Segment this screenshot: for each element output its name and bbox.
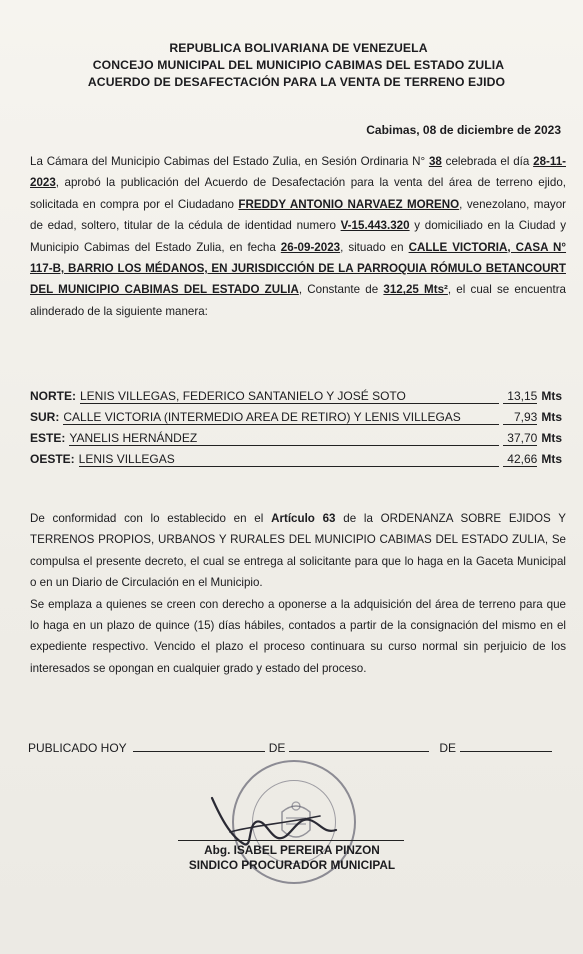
- boundaries-list: [30, 389, 562, 473]
- boundary-direction: OESTE:: [30, 452, 75, 466]
- body-paragraph: [30, 151, 566, 322]
- signer-block: [176, 843, 408, 873]
- boundary-row-east: [30, 431, 562, 452]
- session-number: 38: [428, 155, 442, 168]
- document-date: Cabimas, 08 de diciembre de 2023: [366, 123, 561, 137]
- publication-line: [28, 740, 558, 755]
- signer-title: SINDICO PROCURADOR MUNICIPAL: [188, 858, 396, 872]
- header-country: REPUBLICA BOLIVARIANA DE VENEZUELA: [169, 41, 428, 55]
- boundary-measure: 13,15: [503, 389, 537, 404]
- boundary-measure: 42,66: [503, 452, 537, 467]
- closing-paragraph-2: Se emplaza a quienes se creen con derecho a oponerse a la adquisición del área de terreno para que lo haga en un plazo de quince (15) días hábiles, contados a partir de la consignación del mismo en el expediente respectivo. Vencido el plazo el proceso continuara su curso normal sin perjuicio de los interesados se opongan en cualquier grado y estado del proceso.: [30, 597, 566, 675]
- boundary-row-west: [30, 452, 562, 473]
- header-title: ACUERDO DE DESAFECTACIÓN PARA LA VENTA DE TERRENO EJIDO: [87, 75, 506, 89]
- id-number: V-15.443.320: [340, 219, 410, 233]
- closing-text: de la ORDENANZA SOBRE EJIDOS Y TERRENOS PROPIOS, URBANOS Y RURALES DEL MUNICIPIO CABIMAS DEL ESTADO ZULIA, Se compulsa el presente decreto, el cual se entrega al solicitante para que lo haga en la Gaceta Municipal o en un Diario de Circulación en el Municipio.: [30, 512, 566, 590]
- request-date: 26-09-2023: [280, 240, 341, 254]
- session-date: 28-11-2023: [30, 155, 566, 190]
- boundary-direction: NORTE:: [30, 389, 76, 403]
- body-text: celebrada el día: [441, 155, 534, 168]
- property-area: 312,25 Mts²: [383, 283, 448, 297]
- property-location: CALLE VICTORIA, CASA N° 117-B, BARRIO LOS MÉDANOS, EN JURISDICCIÓN DE LA PARROQUIA RÓMULO BETANCOURT DEL MUNICIPIO CABIMAS DEL ESTADO ZULIA: [30, 240, 567, 297]
- publication-month-blank: [289, 740, 429, 752]
- header-council: CONCEJO MUNICIPAL DEL MUNICIPIO CABIMAS DEL ESTADO ZULIA: [92, 58, 505, 72]
- body-text: y domiciliado en la Ciudad y Municipio Cabimas del Estado Zulia, en fecha: [30, 219, 567, 254]
- applicant-name: FREDDY ANTONIO NARVAEZ MORENO: [238, 197, 460, 211]
- publication-de-1: DE: [268, 741, 286, 755]
- boundary-row-south: [30, 410, 562, 431]
- boundary-neighbor: CALLE VICTORIA (INTERMEDIO AREA DE RETIRO) Y LENIS VILLEGAS: [63, 410, 499, 425]
- document-header: [0, 40, 583, 91]
- boundary-measure: 37,70: [503, 431, 537, 446]
- body-text: , Constante de: [298, 283, 384, 297]
- signer-name: Abg. ISABEL PEREIRA PINZON: [204, 843, 380, 857]
- body-text: La Cámara del Municipio Cabimas del Estado Zulia, en Sesión Ordinaria N°: [30, 155, 429, 168]
- boundary-unit: Mts: [541, 452, 562, 466]
- boundary-neighbor: YANELIS HERNÁNDEZ: [69, 431, 499, 446]
- boundary-neighbor: LENIS VILLEGAS, FEDERICO SANTANIELO Y JOSÉ SOTO: [80, 389, 499, 404]
- published-label: PUBLICADO HOY: [28, 741, 127, 755]
- boundary-direction: ESTE:: [30, 431, 66, 445]
- boundary-row-north: [30, 389, 562, 410]
- body-text: , venezolano, mayor de edad, soltero, titular de la cédula de identidad numero: [30, 197, 566, 233]
- boundary-unit: Mts: [541, 431, 562, 445]
- boundary-unit: Mts: [541, 389, 562, 403]
- body-text: , aprobó la publicación del Acuerdo de Desafectación para la venta del área de terreno ejido, solicitada en compra por el Ciudadano: [30, 176, 566, 211]
- boundary-unit: Mts: [541, 410, 562, 424]
- closing-paragraph-1: [30, 508, 566, 594]
- article-reference: Artículo 63: [271, 512, 336, 525]
- publication-year-blank: [460, 740, 552, 752]
- boundary-measure: 7,93: [503, 410, 537, 425]
- publication-day-blank: [133, 740, 265, 752]
- body-text: , situado en: [340, 240, 409, 254]
- publication-de-2: DE: [439, 741, 457, 755]
- boundary-neighbor: LENIS VILLEGAS: [79, 452, 500, 467]
- closing-text: De conformidad con lo establecido en el: [30, 512, 272, 525]
- body-text: , el cual se encuentra alinderado de la siguiente manera:: [30, 283, 567, 318]
- boundary-direction: SUR:: [30, 410, 60, 424]
- closing-section: [30, 508, 566, 679]
- signature-line: [178, 840, 404, 841]
